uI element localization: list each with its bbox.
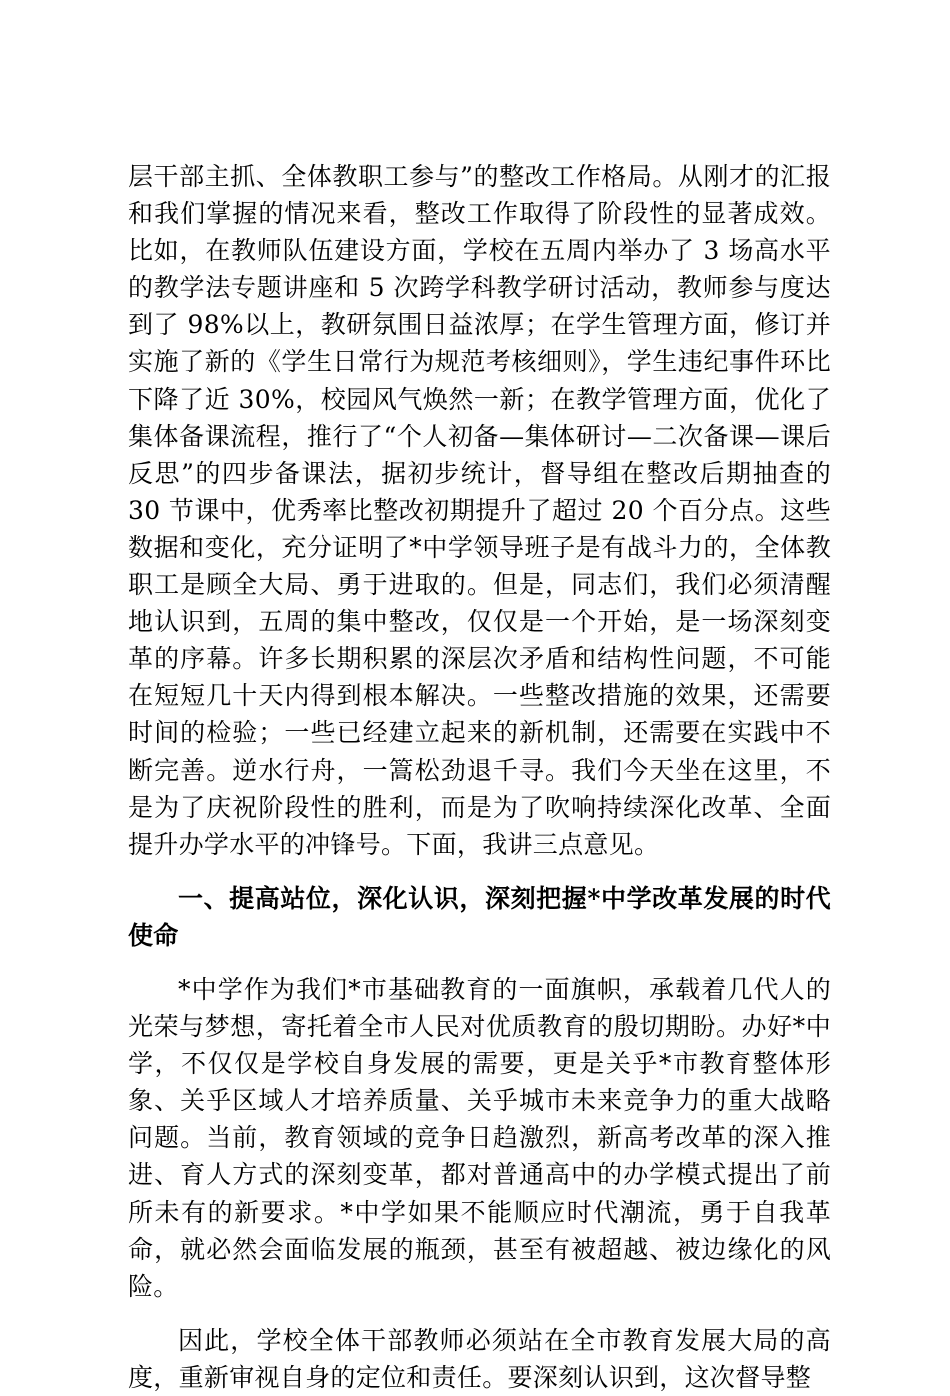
body-paragraph-3: 因此，学校全体干部教师必须站在全市教育发展大局的高度，重新审视自身的定位和责任。要深刻认识到，这次督导整 (128, 1325, 831, 1392)
section-heading-1: 一、提高站位，深化认识，深刻把握*中学改革发展的时代使命 (128, 883, 831, 950)
body-paragraph-1: 层干部主抓、全体教职工参与”的整改工作格局。从刚才的汇报和我们掌握的情况来看，整改工作取得了阶段性的显著成效。比如，在教师队伍建设方面，学校在五周内举办了 3 场高水平的教学法专题讲座和 5 次跨学科教学研讨活动，教师参与度达到了 98%以上，教研氛围日益浓厚；在学生管理方面，修订并实施了新的《学生日常行为规范考核细则》，学生违纪事件环比下降了近 30%，校园风气焕然一新；在教学管理方面，优化了集体备课流程，推行了“个人初备—集体研讨—二次备课—课后反思”的四步备课法，据初步统计，督导组在整改后期抽查的 30 节课中，优秀率比整改初期提升了超过 20 个百分点。这些数据和变化，充分证明了*中学领导班子是有战斗力的，全体教职工是顾全大局、勇于进取的。但是，同志们，我们必须清醒地认识到，五周的集中整改，仅仅是一个开始，是一场深刻变革的序幕。许多长期积累的深层次矛盾和结构性问题，不可能在短短几十天内得到根本解决。一些整改措施的效果，还需要时间的检验；一些已经建立起来的新机制，还需要在实践中不断完善。逆水行舟，一篙松劲退千寻。我们今天坐在这里，不是为了庆祝阶段性的胜利，而是为了吹响持续深化改革、全面提升办学水平的冲锋号。下面，我讲三点意见。 (128, 162, 831, 859)
body-paragraph-2: *中学作为我们*市基础教育的一面旗帜，承载着几代人的光荣与梦想，寄托着全市人民对优质教育的殷切期盼。办好*中学，不仅仅是学校自身发展的需要，更是关乎*市教育整体形象、关乎区域人才培养质量、关乎城市未来竞争力的重大战略问题。当前，教育领域的竞争日趋激烈，新高考改革的深入推进、育人方式的深刻变革，都对普通高中的办学模式提出了前所未有的新要求。*中学如果不能顺应时代潮流，勇于自我革命，就必然会面临发展的瓶颈，甚至有被超越、被边缘化的风险。 (128, 974, 831, 1301)
document-body (128, 158, 831, 1396)
